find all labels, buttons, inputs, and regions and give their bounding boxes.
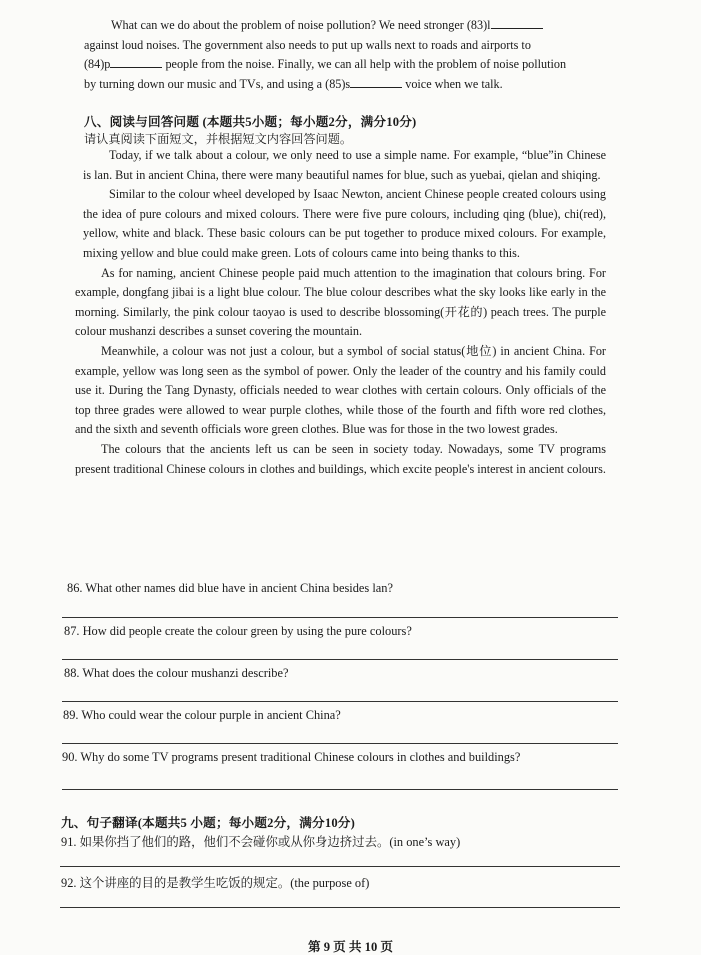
question-90: 90. Why do some TV programs present traditional Chinese colours in clothes and buildings? <box>62 750 521 764</box>
blank-85[interactable] <box>350 75 402 88</box>
answer-line-87[interactable] <box>62 659 618 660</box>
question-89: 89. Who could wear the colour purple in ancient China? <box>63 708 341 722</box>
cloze-line-3: (84)p people from the noise. Finally, we can all help with the problem of noise pollution <box>84 57 567 72</box>
answer-line-89[interactable] <box>62 743 618 744</box>
cloze-passage <box>84 16 604 94</box>
cloze-line-1: What can we do about the problem of noise pollution? We need stronger (83)l <box>84 16 604 36</box>
page-number: 第 9 页 共 10 页 <box>307 940 393 954</box>
paragraph-2: Similar to the colour wheel developed by Isaac Newton, ancient Chinese people created colours using the idea of pure colours and mixed colours. There were five pure colours, including qing (blue), chi(red), yellow, white and black. These basic colours can be put together to produce mixed colours. For example, mixing yellow and blue could make green. Lots of colours came into being thanks to this. <box>83 187 606 260</box>
question-86: 86. What other names did blue have in ancient China besides lan? <box>67 581 393 595</box>
section-8-instruction: 请认真阅读下面短文，并根据短文内容回答问题。 <box>84 132 353 146</box>
answer-line-88[interactable] <box>62 701 618 702</box>
paragraph-1: Today, if we talk about a colour, we only need to use a simple name. For example, “blue”in Chinese is lan. But in ancient China, there were many beautiful names for blue, such as yuebai, qielan and shiqing. <box>83 148 606 182</box>
question-91: 91. 如果你挡了他们的路，他们不会碰你或从你身边挤过去。(in one’s way) <box>61 835 461 849</box>
paragraph-3: As for naming, ancient Chinese people paid much attention to the imagination that colours bring. For example, dongfang jibai is a light blue colour. The blue colour describes what the sky looks like early in the morning. Similarly, the pink colour taoyao is used to describe blossoming(开花的) peach trees. The purple colour mushanzi describes a sunset covering the mountain. <box>75 265 606 339</box>
paragraph-4: Meanwhile, a colour was not just a colour, but a symbol of social status(地位) in ancient China. For example, yellow was long seen as the symbol of power. Only the leader of the country and his family could use it. During the Tang Dynasty, officials needed to wear clothes with certain colours. Only officials of the top three grades were allowed to wear purple clothes, while those of the fourth and fifth wore red clothes, and the sixth and seventh officials wore green clothes. Blue was for those in the two lowest grades. <box>75 343 606 437</box>
question-87: 87. How did people create the colour green by using the pure colours? <box>64 624 412 638</box>
cloze-line-2: against loud noises. The government also needs to put up walls next to roads and airports to <box>84 37 531 52</box>
blank-84[interactable] <box>110 55 162 68</box>
answer-line-86[interactable] <box>62 617 618 618</box>
blank-83[interactable] <box>491 16 543 29</box>
question-88: 88. What does the colour mushanzi describe? <box>64 666 289 680</box>
cloze-line-4: by turning down our music and TVs, and using a (85)s voice when we talk. <box>84 76 503 91</box>
reading-passage <box>75 146 606 479</box>
answer-line-92[interactable] <box>60 907 620 908</box>
answer-line-91[interactable] <box>60 866 620 867</box>
section-8-title: 八、阅读与回答问题 (本题共5小题；每小题2分，满分10分) <box>84 115 417 129</box>
answer-line-90[interactable] <box>62 789 618 790</box>
paragraph-5: The colours that the ancients left us can be seen in society today. Nowadays, some TV programs present traditional Chinese colours in clothes and buildings, which excite people's interest in ancient colours. <box>75 441 606 476</box>
question-92: 92. 这个讲座的目的是教学生吃饭的规定。(the purpose of) <box>61 876 370 890</box>
section-9-title: 九、句子翻译(本题共5 小题；每小题2分，满分10分) <box>61 816 355 830</box>
